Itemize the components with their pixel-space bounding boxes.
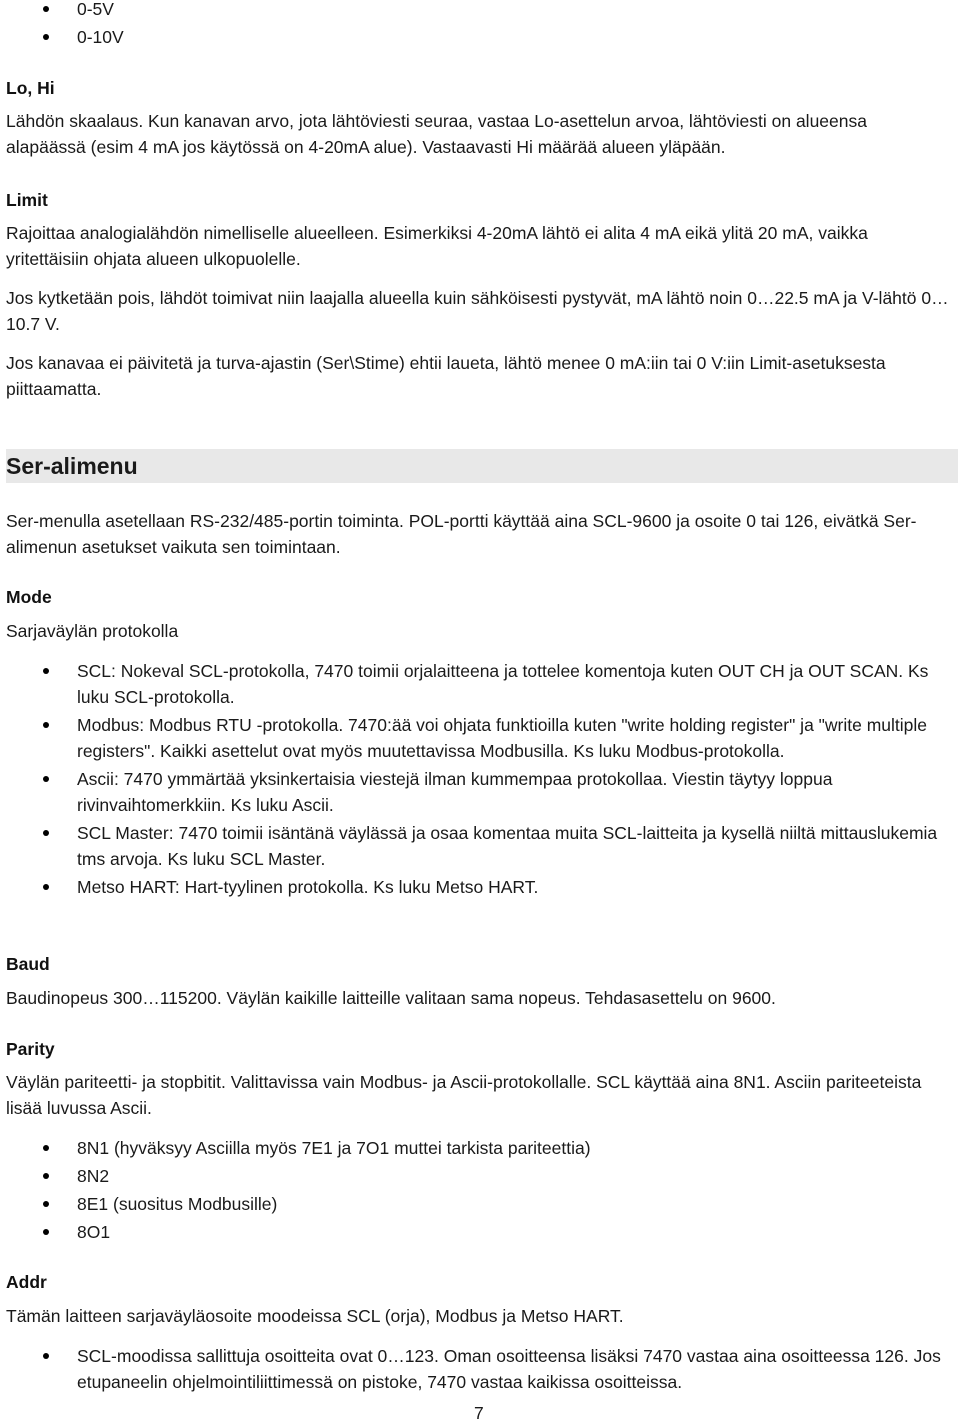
limit-paragraph-1: Rajoittaa analogialähdön nimelliselle alueelleen. Esimerkiksi 4-20mA lähtö ei alita 4 mA eikä ylitä 20 mA, vaikka yritettäisiin ohjata alueen ulkopuolelle. [6, 223, 868, 269]
list-item-metso-hart: Metso HART: Hart-tyylinen protokolla. Ks luku Metso HART. [6, 874, 954, 900]
limit-paragraph-3: Jos kanavaa ei päivitetä ja turva-ajastin (Ser\Stime) ehtii laueta, lähtö menee 0 mA:iin tai 0 V:iin Limit-asetuksesta piittaamatta. [6, 353, 886, 399]
list-item-ascii: Ascii: 7470 ymmärtää yksinkertaisia viestejä ilman kummempaa protokollaa. Viestin täytyy loppua rivinvaihtomerkkiin. Ks luku Ascii. [6, 766, 954, 818]
limit-paragraph-2: Jos kytketään pois, lähdöt toimivat niin laajalla alueella kuin sähköisesti pystyvät, mA lähtö noin 0…22.5 mA ja V-lähtö 0…10.7 V. [6, 288, 949, 334]
baud-heading: Baud [6, 954, 50, 974]
baud-text: Baudinopeus 300…115200. Väylän kaikille laitteille valitaan sama nopeus. Tehdasasettelu on 9600. [6, 988, 776, 1008]
top-list [6, 0, 954, 50]
list-item-scl: SCL: Nokeval SCL-protokolla, 7470 toimii orjalaitteena ja tottelee komentoja kuten OUT CH ja OUT SCAN. Ks luku SCL-protokolla. [6, 658, 954, 710]
mode-text: Sarjaväylän protokolla [6, 621, 179, 641]
list-item-modbus: Modbus: Modbus RTU -protokolla. 7470:ää voi ohjata funktioilla kuten "write holding register" ja "write multiple registers". Kaikki asettelut ovat myös muutettavissa Modbusilla. Ks luku Modbus-protokolla. [6, 712, 954, 764]
list-item-scl-master: SCL Master: 7470 toimii isäntänä väylässä ja osaa komentaa muita SCL-laitteita ja kysellä niiltä mittauslukemia tms arvoja. Ks luku SCL Master. [6, 820, 954, 872]
list-item: SCL-moodissa sallittuja osoitteita ovat 0…123. Oman osoitteensa lisäksi 7470 vastaa aina osoitteessa 126. Jos etupaneelin ohjelmointiliittimessä on pistoke, 7470 vastaa kaikissa osoitteissa. [6, 1343, 954, 1395]
limit-heading: Limit [6, 190, 48, 210]
list-item: 8E1 (suositus Modbusille) [6, 1191, 954, 1219]
parity-list [6, 1135, 954, 1245]
list-item: 0-5V [6, 0, 954, 24]
lohi-text: Lähdön skaalaus. Kun kanavan arvo, jota lähtöviesti seuraa, vastaa Lo-asettelun arvoa, lähtöviesti on alueensa alapäässä (esim 4 mA jos käytössä on 4-20mA alue). Vastaavasti Hi määrää alueen yläpään. [6, 111, 867, 157]
addr-text: Tämän laitteen sarjaväyläosoite moodeissa SCL (orja), Modbus ja Metso HART. [6, 1306, 624, 1326]
list-item: 8N1 (hyväksyy Asciilla myös 7E1 ja 7O1 muttei tarkista pariteettia) [6, 1135, 954, 1163]
parity-text: Väylän pariteetti- ja stopbitit. Valittavissa vain Modbus- ja Ascii-protokollalle. SCL käyttää aina 8N1. Asciin pariteeteista lisää luvussa Ascii. [6, 1072, 922, 1118]
list-item: 0-10V [6, 24, 954, 50]
addr-list [6, 1343, 954, 1395]
section-heading-ser: Ser-alimenu [6, 449, 958, 483]
lohi-heading: Lo, Hi [6, 78, 55, 98]
parity-heading: Parity [6, 1039, 55, 1059]
mode-list [6, 658, 954, 900]
list-item: 8O1 [6, 1219, 954, 1245]
addr-heading: Addr [6, 1272, 47, 1292]
mode-heading: Mode [6, 587, 52, 607]
list-item: 8N2 [6, 1163, 954, 1191]
page-number: 7 [474, 1403, 484, 1423]
ser-intro: Ser-menulla asetellaan RS-232/485-portin toiminta. POL-portti käyttää aina SCL-9600 ja osoite 0 tai 126, eivätkä Ser-alimenun asetukset vaikuta sen toimintaan. [6, 511, 917, 557]
